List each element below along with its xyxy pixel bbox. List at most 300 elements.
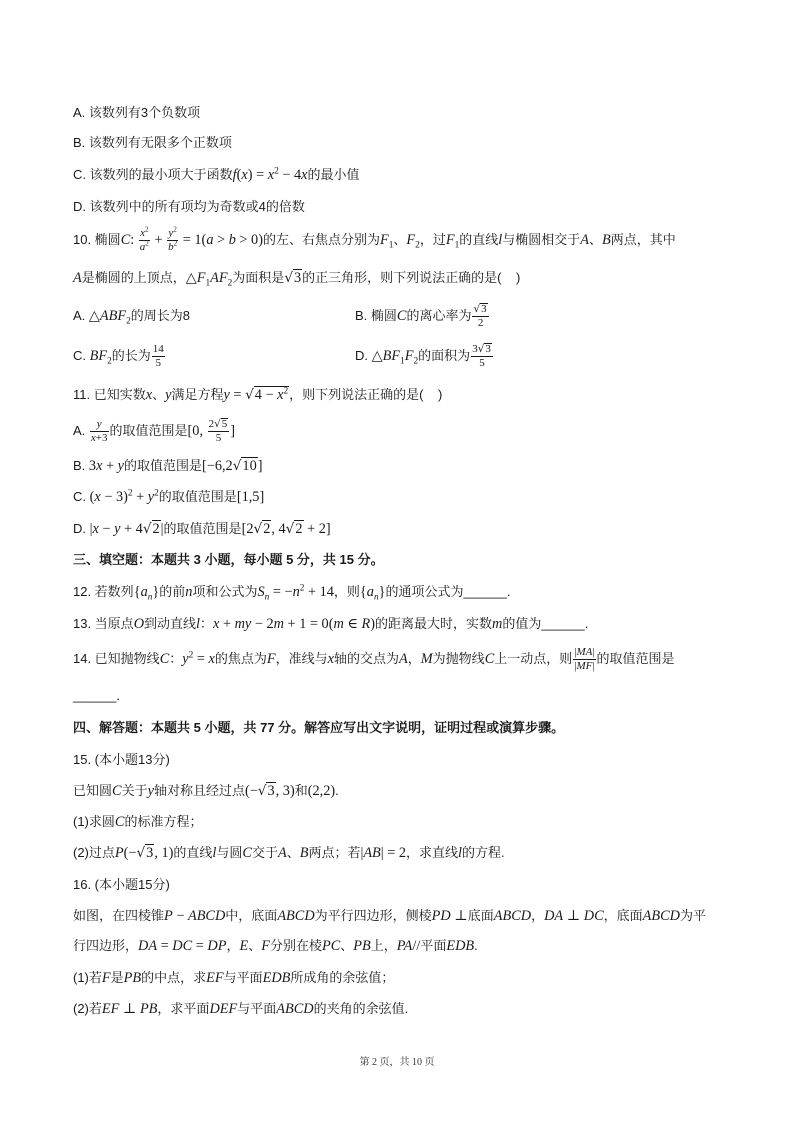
text-run: 中，底面 <box>225 908 278 923</box>
text-run: ，则 <box>333 584 360 599</box>
text-run: ， <box>226 938 240 953</box>
math-symbol: > 0) <box>235 232 263 248</box>
q15-stem <box>73 774 339 808</box>
text-run: 的长为 <box>111 348 151 363</box>
math-variable: P <box>114 845 124 861</box>
text-run: 底面 <box>467 908 494 923</box>
math-variable: x <box>267 167 275 183</box>
fraction-denominator <box>139 241 150 254</box>
text-run: 、 <box>152 387 166 402</box>
math-variable: C <box>159 651 170 667</box>
math-variable: EDB <box>446 938 475 954</box>
text-run: ，准线与 <box>275 651 328 666</box>
text-run: 的前 <box>159 584 186 599</box>
math-variable: A <box>73 270 82 286</box>
superscript: 2 <box>188 650 194 661</box>
text-run: 的取值范围是 <box>158 489 237 504</box>
math-variable: ABCD <box>187 908 226 924</box>
fraction <box>471 343 493 369</box>
math-variable: y <box>96 418 102 431</box>
math-variable: l <box>498 232 503 248</box>
math-variable: x <box>92 521 99 537</box>
text-run: 、 <box>588 232 602 247</box>
math-symbol: ⊥ <box>119 1001 140 1017</box>
q10-stem-line-2 <box>73 261 520 295</box>
text-run: 是 <box>110 970 124 985</box>
math-variable: y <box>117 458 124 474</box>
math-symbol: 5 <box>155 357 162 370</box>
text-run: 的取值范围是 <box>163 521 242 536</box>
math-variable: A <box>399 651 408 667</box>
math-variable: y <box>168 227 174 240</box>
math-symbol: 2 <box>152 521 160 537</box>
math-symbol: ( <box>236 167 242 183</box>
text-run: 的值为______. <box>502 616 589 631</box>
math-variable: PD <box>431 908 451 924</box>
text-run: 与椭圆相交于 <box>502 232 581 247</box>
square-root <box>253 520 271 536</box>
math-variable: my <box>234 616 252 632</box>
math-variable: y <box>147 783 154 799</box>
math-symbol: = 1( <box>179 232 207 248</box>
q12-text <box>73 575 511 609</box>
q11-option-b <box>73 449 262 483</box>
text-run: 是椭圆的上顶点， <box>81 270 186 285</box>
math-symbol: ⊥ <box>563 908 584 924</box>
radical-sign <box>214 419 221 430</box>
square-root <box>233 457 258 473</box>
text-run: C. <box>73 489 90 504</box>
q16-title: 16. (本小题15分) <box>73 877 170 892</box>
math-symbol: 3 <box>472 343 478 356</box>
math-symbol: ) <box>370 616 376 632</box>
square-root <box>473 303 487 315</box>
math-symbol: 5 <box>479 357 485 370</box>
text-run: 所成角的余弦值； <box>290 970 395 985</box>
math-variable: y <box>182 651 189 667</box>
text-run: 交于 <box>251 845 278 860</box>
math-symbol: , 4 <box>271 521 286 537</box>
math-symbol: 2 <box>295 521 303 537</box>
math-variable: EDB <box>262 970 291 986</box>
q16-part-2 <box>73 992 408 1026</box>
fraction-denominator <box>208 432 230 445</box>
q15-part-1 <box>73 805 202 839</box>
q14-text-line-2 <box>73 679 120 713</box>
math-symbol: − 3) <box>100 489 128 505</box>
fraction <box>472 303 488 329</box>
math-symbol: | <box>360 845 364 861</box>
math-symbol: [0, <box>187 423 207 439</box>
math-variable: PA <box>396 938 413 954</box>
math-symbol: ⊥ <box>450 908 468 924</box>
section-3-heading: 三、填空题：本题共 3 小题，每小题 5 分，共 15 分。 <box>73 552 384 567</box>
text-run: (1)若 <box>73 970 102 985</box>
fraction-denominator <box>472 317 488 330</box>
radical-sign <box>284 270 293 285</box>
math-variable: ABCD <box>276 1001 314 1017</box>
fraction-numerator <box>471 343 493 357</box>
math-variable: BF <box>89 348 108 364</box>
subscript: 1 <box>454 240 460 251</box>
math-symbol: = <box>193 651 209 667</box>
text-run: ： <box>200 616 214 631</box>
math-variable: ABF <box>99 308 127 324</box>
radical-sign <box>253 521 262 536</box>
text-run: 的直线 <box>173 845 213 860</box>
text-run: 14. 已知抛物线 <box>73 651 160 666</box>
subscript: 1 <box>400 356 405 367</box>
radicand <box>152 520 161 536</box>
fraction-denominator <box>90 432 109 445</box>
math-variable: m <box>492 616 503 632</box>
text-run: 满足方程 <box>171 387 224 402</box>
math-variable: MA <box>576 646 593 659</box>
text-run: 与平面 <box>223 970 263 985</box>
math-symbol: = <box>157 938 173 954</box>
text-run: . <box>335 783 339 798</box>
text-run: D. 该数列中的所有项均为奇数或4的倍数 <box>73 199 305 214</box>
superscript: 2 <box>299 583 305 594</box>
text-run: ，底面 <box>603 908 643 923</box>
math-variable: f <box>232 167 237 183</box>
math-variable: x <box>96 458 103 474</box>
math-symbol: | <box>574 660 577 673</box>
math-variable: A <box>580 232 589 248</box>
radicand <box>294 520 303 536</box>
text-run: 分别在棱 <box>269 938 322 953</box>
text-run: D. <box>73 521 90 536</box>
math-symbol: − <box>98 521 115 537</box>
math-symbol: 2 <box>477 317 484 330</box>
math-symbol: [2 <box>241 521 254 537</box>
math-symbol: = − <box>269 584 293 600</box>
math-variable: P <box>164 908 173 924</box>
text-run: ， <box>407 651 421 666</box>
text-run: ，求平面 <box>157 1001 210 1016</box>
math-symbol: | <box>160 521 164 537</box>
math-variable: m <box>333 616 344 632</box>
radicand <box>262 520 271 536</box>
radicand <box>254 386 289 402</box>
text-run: 的直线 <box>459 232 499 247</box>
math-variable: y <box>147 489 155 505</box>
math-symbol: 2 <box>208 418 215 431</box>
fraction <box>167 227 178 253</box>
math-symbol: (− <box>244 783 258 799</box>
math-symbol: , 3) <box>275 783 295 799</box>
math-variable: DP <box>207 938 227 954</box>
text-run: 和 <box>294 783 308 798</box>
math-symbol: = <box>192 938 208 954</box>
math-symbol: { <box>359 584 367 600</box>
math-symbol: + 4 <box>120 521 143 537</box>
fraction <box>208 418 230 444</box>
square-root <box>284 269 302 285</box>
text-run: 的标准方程； <box>124 814 203 829</box>
subscript: 2 <box>413 356 419 367</box>
text-run: ______. <box>73 688 120 703</box>
q16-stem-line-1 <box>73 899 706 933</box>
text-run: 12. 若数列 <box>73 584 134 599</box>
text-run: 的正三角形，则下列说法正确的是( ) <box>302 270 521 285</box>
text-run: 的取值范围是 <box>109 423 188 438</box>
text-run: 两点，其中 <box>610 232 676 247</box>
subscript: n <box>147 592 153 603</box>
math-variable: x <box>145 387 153 403</box>
q11-stem <box>73 378 442 412</box>
superscript: 2 <box>283 386 289 397</box>
text-run: 上一动点，则 <box>494 651 573 666</box>
text-run: A. <box>73 423 89 438</box>
math-variable: MF <box>576 660 593 673</box>
square-root <box>478 343 492 355</box>
math-variable: n <box>292 584 300 600</box>
superscript: 2 <box>127 488 133 499</box>
math-variable: DC <box>172 938 193 954</box>
text-run: 与平面 <box>237 1001 277 1016</box>
radicand <box>241 457 257 473</box>
fraction-numerator <box>208 418 230 432</box>
text-run: 为平行四边形，侧棱 <box>314 908 432 923</box>
math-symbol: + 1 = 0( <box>283 616 334 632</box>
fraction-denominator <box>471 357 493 370</box>
math-variable: DC <box>583 908 604 924</box>
text-run: 已知圆 <box>73 783 113 798</box>
text-run: 、 <box>393 232 407 247</box>
text-run: B. <box>73 458 89 473</box>
text-run: 轴的交点为 <box>333 651 399 666</box>
text-run: 、 <box>340 938 354 953</box>
math-symbol: | <box>574 646 577 659</box>
text-run: ： <box>169 651 183 666</box>
text-run: A. <box>73 308 89 323</box>
math-variable: PC <box>321 938 341 954</box>
math-variable: ABCD <box>277 908 315 924</box>
math-symbol: (2,2) <box>307 783 336 799</box>
math-variable: B <box>602 232 611 248</box>
text-run: . <box>474 938 478 953</box>
text-run: B. 该数列有无限多个正数项 <box>73 135 232 150</box>
math-symbol: = <box>229 387 246 403</box>
fraction-numerator <box>90 418 109 432</box>
radical-sign <box>245 387 254 402</box>
text-run: 的最小值 <box>307 167 360 182</box>
math-variable: E <box>239 938 249 954</box>
math-variable: x <box>213 616 220 632</box>
math-variable: F <box>261 938 270 954</box>
math-variable: x <box>241 167 248 183</box>
math-symbol: 3 <box>294 270 302 286</box>
math-symbol: + <box>150 232 167 248</box>
math-variable: F <box>101 970 111 986</box>
text-run: 的焦点为 <box>214 651 267 666</box>
math-variable: x <box>277 387 284 403</box>
text-run: (1)求圆 <box>73 814 115 829</box>
math-variable: EF <box>206 970 224 986</box>
math-variable: AF <box>210 270 228 286</box>
q11-option-d <box>73 512 331 546</box>
radical-sign <box>143 521 152 536</box>
q13-text <box>73 607 588 641</box>
text-run: 与圆 <box>216 845 243 860</box>
math-variable: x <box>94 489 101 505</box>
math-symbol: 3 <box>146 845 154 861</box>
radicand <box>293 269 302 285</box>
math-symbol: − <box>172 908 188 924</box>
math-symbol: + <box>132 489 148 505</box>
subscript: n <box>264 592 270 603</box>
math-variable: y <box>165 387 172 403</box>
q10-stem-line-1 <box>73 223 676 257</box>
text-run: 的左、右焦点分别为 <box>262 232 380 247</box>
fraction <box>139 227 150 253</box>
math-variable: y <box>223 387 230 403</box>
math-symbol: + <box>102 458 118 474</box>
math-variable: B <box>299 845 309 861</box>
math-variable: b <box>228 232 236 248</box>
square-root <box>286 520 304 536</box>
fraction-numerator <box>152 343 165 357</box>
text-run: 的周长为8 <box>130 308 191 323</box>
math-variable: x <box>90 432 96 445</box>
page-footer: 第 2 页，共 10 页 <box>359 1057 435 1068</box>
math-symbol: 3 <box>88 458 97 474</box>
text-run: 的中点，求 <box>141 970 207 985</box>
radicand <box>266 782 275 798</box>
square-root <box>143 520 161 536</box>
math-variable: l <box>212 845 217 861</box>
radicand <box>484 343 492 355</box>
q10-option-a <box>73 299 190 333</box>
radical-sign <box>136 845 145 860</box>
text-run: C. <box>73 348 90 363</box>
superscript: 2 <box>173 239 178 248</box>
math-variable: x <box>140 227 145 240</box>
math-symbol: 10 <box>242 458 257 474</box>
math-symbol: } <box>378 584 386 600</box>
subscript: n <box>373 592 379 603</box>
q14-text-line-1 <box>73 642 675 676</box>
math-symbol: | <box>89 521 93 537</box>
math-symbol: 2 <box>263 521 271 537</box>
math-variable: A <box>277 845 287 861</box>
math-variable: DA <box>544 908 564 924</box>
math-variable: PB <box>123 970 142 986</box>
text-run: 的距离最大时，实数 <box>375 616 493 631</box>
math-symbol: 5 <box>221 418 228 431</box>
math-variable: l <box>458 845 463 861</box>
fraction-numerator <box>573 646 595 660</box>
math-symbol: | <box>592 660 595 673</box>
math-symbol: ) = <box>247 167 268 183</box>
text-run: 平面 <box>420 938 447 953</box>
subscript: 2 <box>107 356 112 367</box>
text-run: 到动直线 <box>144 616 197 631</box>
text-run: 的取值范围是 <box>124 458 203 473</box>
math-symbol: (− <box>123 845 137 861</box>
superscript: 2 <box>173 226 177 235</box>
math-symbol: ] <box>257 458 263 474</box>
math-variable: ABCD <box>493 908 532 924</box>
text-run: ，过 <box>419 232 446 247</box>
math-symbol: △ <box>185 270 197 286</box>
math-symbol: 3 <box>485 343 491 356</box>
text-run: 为抛物线 <box>432 651 485 666</box>
math-symbol: 5 <box>215 432 222 445</box>
math-variable: F <box>196 270 206 286</box>
text-run: 的取值范围是 <box>596 651 675 666</box>
math-variable: l <box>196 616 201 632</box>
math-variable: x <box>327 651 334 667</box>
radicand <box>145 844 154 860</box>
math-symbol: // <box>412 938 421 954</box>
text-run: 的方程. <box>462 845 505 860</box>
math-symbol: 14 <box>152 343 164 356</box>
math-variable: F <box>445 232 455 248</box>
math-variable: EF <box>101 1001 120 1017</box>
math-variable: O <box>133 616 145 632</box>
text-run: C. 该数列的最小项大于函数 <box>73 167 233 182</box>
text-run: 的面积为 <box>418 348 471 363</box>
math-variable: PB <box>139 1001 158 1017</box>
text-run: D. <box>355 348 372 363</box>
math-symbol: | <box>592 646 595 659</box>
text-run: 的通项公式为______. <box>385 584 511 599</box>
math-variable: AB <box>363 845 381 861</box>
q9-option-a <box>73 96 200 130</box>
math-variable: C <box>396 308 407 324</box>
text-run: 轴对称且经过点 <box>153 783 245 798</box>
math-symbol: △ <box>88 308 100 324</box>
text-run: (2)若 <box>73 1001 102 1016</box>
math-variable: b <box>168 241 174 254</box>
text-run: (2)过点 <box>73 845 115 860</box>
math-symbol: ∈ <box>343 616 362 632</box>
math-variable: PB <box>353 938 371 954</box>
subscript: 2 <box>227 278 233 289</box>
square-root <box>245 386 289 402</box>
math-variable: x <box>208 651 215 667</box>
subscript: 1 <box>388 240 394 251</box>
superscript: 2 <box>154 488 159 499</box>
math-variable: x <box>301 167 308 183</box>
math-variable: BF <box>382 348 401 364</box>
math-variable: a <box>140 584 148 600</box>
fraction-denominator <box>152 357 165 370</box>
math-symbol: 4 − <box>254 387 278 403</box>
superscript: 2 <box>144 226 149 235</box>
math-symbol: | = 2 <box>380 845 407 861</box>
fraction <box>152 343 165 369</box>
superscript: 2 <box>274 166 279 177</box>
subscript: 2 <box>126 316 131 327</box>
math-symbol: +3 <box>95 432 108 445</box>
text-run: 为平 <box>679 908 706 923</box>
q16-stem-line-2 <box>73 929 478 963</box>
radicand <box>221 418 229 430</box>
math-variable: m <box>273 616 284 632</box>
math-variable: a <box>366 584 374 600</box>
subscript: 2 <box>415 240 420 251</box>
math-symbol: 3 <box>481 303 487 316</box>
text-run: 如图，在四棱锥 <box>73 908 165 923</box>
text-run: 上， <box>370 938 397 953</box>
q9-option-c <box>73 158 360 192</box>
subscript: 1 <box>205 278 211 289</box>
math-variable: M <box>420 651 433 667</box>
q15-part-2 <box>73 836 505 870</box>
